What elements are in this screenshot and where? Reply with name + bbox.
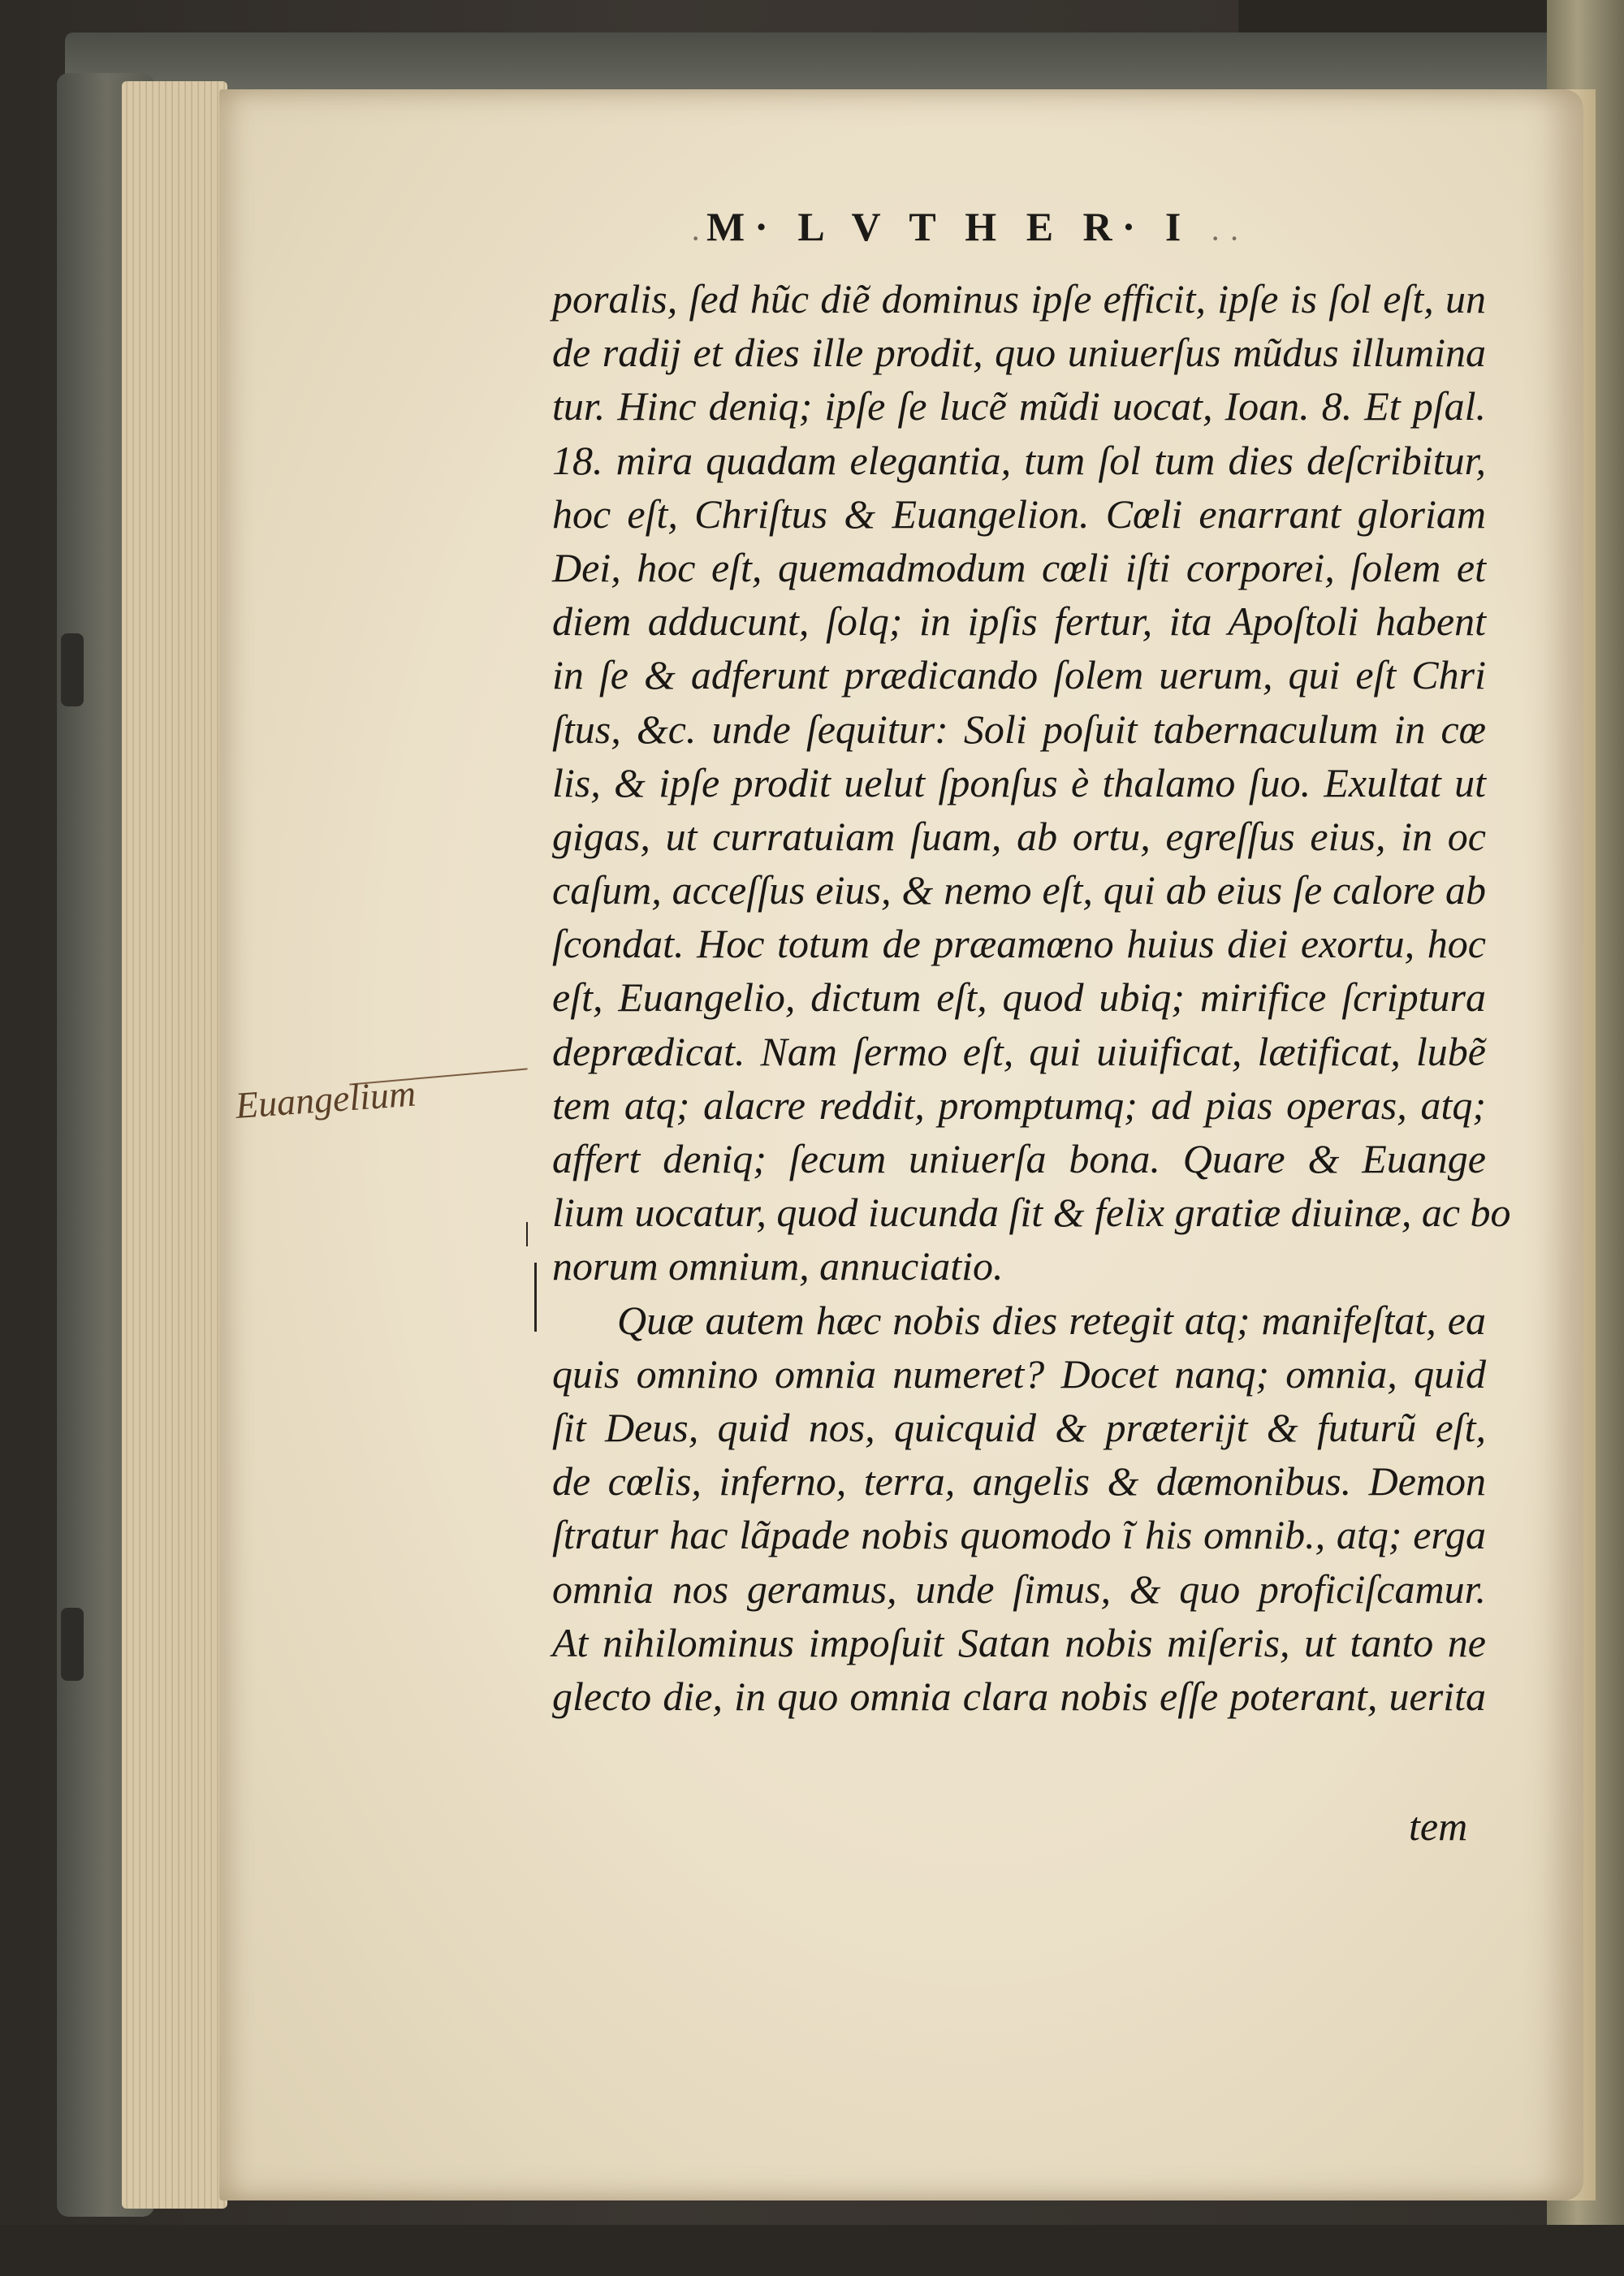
page-body-text xyxy=(552,272,1511,1723)
ornament-dots-left: · xyxy=(690,220,702,257)
text-line: ſcondat. Hoc totum de præamœno huius diei exortu, hoc xyxy=(552,921,1486,967)
text-line: de cœlis, inferno, terra, angelis & dæmonibus. Demon xyxy=(552,1458,1486,1505)
text-line: gigas, ut curratuiam ſuam, ab ortu, egreſſus eius, in oc xyxy=(552,813,1486,859)
text-line: ſit Deus, quid nos, quicquid & præterijt & futurũ eſt, xyxy=(552,1404,1486,1450)
text-line: omnia nos geramus, unde ſimus, & quo proficiſcamur. xyxy=(552,1566,1486,1612)
page-edges-stack xyxy=(122,81,227,2209)
ornament-dots-right: · · xyxy=(1210,220,1240,257)
text-line: de radij et dies ille prodit, quo uniuerſus mũdus illumina xyxy=(552,330,1486,376)
catchword: tem xyxy=(1409,1803,1468,1849)
text-line: hoc eſt, Chriſtus & Euangelion. Cœli enarrant gloriam xyxy=(552,490,1486,537)
book-cover-top-edge xyxy=(65,32,1608,97)
text-line: Quæ autem hæc nobis dies retegit atq; manifeſtat, ea xyxy=(617,1297,1486,1343)
cover-clasp-mark xyxy=(61,1608,84,1681)
text-line: affert deniq; ſecum uniuerſa bona. Quare & Euange xyxy=(552,1136,1486,1181)
text-line: glecto die, in quo omnia clara nobis eſſe poterant, uerita xyxy=(552,1673,1486,1719)
text-line: diem adducunt, ſolq; in ipſis fertur, ita Apoſtoli habent xyxy=(552,598,1486,645)
text-line: deprædicat. Nam ſermo eſt, qui uiuificat, lætificat, lubẽ xyxy=(552,1028,1486,1074)
text-line: in ſe & adferunt prædicando ſolem uerum, qui eſt Chri xyxy=(552,652,1486,698)
text-line: lis, & ipſe prodit uelut ſponſus è thalamo ſuo. Exultat ut xyxy=(552,759,1486,805)
margin-bracket-line xyxy=(534,1263,537,1332)
text-line: tur. Hinc deniq; ipſe ſe lucẽ mũdi uocat, Ioan. 8. Et pſal. xyxy=(552,383,1486,430)
running-head: M· L V T H E R· I xyxy=(706,204,1191,249)
text-line: tem atq; alacre reddit, promptumq; ad pias operas, atq; xyxy=(552,1082,1486,1128)
text-line: lium uocatur, quod iucunda ſit & felix gratiæ diuinæ, ac bo xyxy=(552,1190,1511,1236)
text-line: caſum, acceſſus eius, & nemo eſt, qui ab eius ſe calore ab xyxy=(552,867,1486,913)
text-line: eſt, Euangelio, dictum eſt, quod ubiq; mirifice ſcriptura xyxy=(552,974,1486,1021)
text-line: 18. mira quadam elegantia, tum ſol tum dies deſcribitur, xyxy=(552,437,1486,483)
text-line: Dei, hoc eſt, quemadmodum cœli iſti corporei, ſolem et xyxy=(552,544,1486,590)
background-bottom xyxy=(0,2225,1624,2276)
margin-bracket-mark xyxy=(526,1222,536,1246)
text-line: norum omnium, annuciatio. xyxy=(552,1243,1004,1289)
text-line: quis omnino omnia numeret? Docet nanq; omnia, quid xyxy=(552,1350,1486,1397)
handwritten-marginal-note: Euangelium xyxy=(234,1072,417,1126)
text-line: At nihilominus impoſuit Satan nobis miſeris, ut tanto ne xyxy=(552,1619,1486,1665)
text-line: ſtus, &c. unde ſequitur: Soli poſuit tabernaculum in cœ xyxy=(552,706,1486,752)
text-line: ſtratur hac lãpade nobis quomodo ĩ his omnib., atq; erga xyxy=(552,1512,1486,1558)
cover-clasp-mark xyxy=(61,633,84,706)
text-line: poralis, ſed hũc diẽ dominus ipſe efficit, ipſe is ſol eſt, un xyxy=(552,276,1486,322)
